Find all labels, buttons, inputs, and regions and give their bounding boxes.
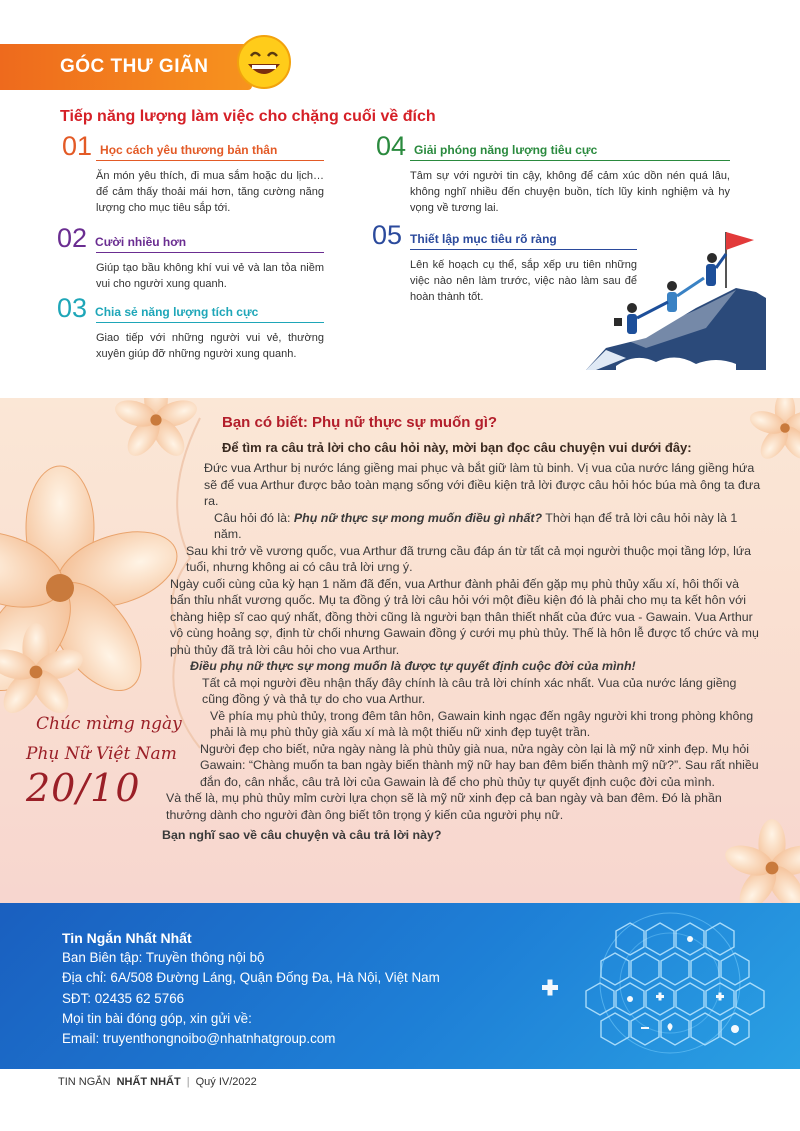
- tip-divider: [96, 252, 324, 253]
- tip-label: Cười nhiều hơn: [95, 235, 187, 249]
- story-text: Thời hạn để trả lời câu hỏi này là 1 năm.: [214, 510, 738, 541]
- teamwork-illustration: [586, 228, 766, 370]
- phone-info: SĐT: 02435 62 5766: [62, 990, 185, 1006]
- tip-divider: [96, 322, 324, 323]
- page-footer: [58, 1076, 257, 1088]
- section-subtitle: Tiếp năng lượng làm việc cho chặng cuối về đích: [60, 108, 436, 125]
- tip-item: [62, 132, 324, 216]
- tip-text: Lên kế hoạch cụ thể, sắp xếp ưu tiên những việc nào nên làm trước, việc nào làm sau để hoàn thành tốt.: [410, 259, 637, 303]
- tip-item: [57, 294, 324, 362]
- story-paragraph: Về phía mụ phù thủy, trong đêm tân hôn, Gawain kinh ngạc đến ngây người khi trong phòng không phải là mụ phù thủy già xấu xí mà là một thiếu nữ xinh đẹp tuyệt trần.: [210, 708, 754, 739]
- story-paragraph: Ngày cuối cùng của kỳ hạn 1 năm đã đến, vua Arthur đành phải đến gặp mụ phù thủy xấu xí, hôi thối và bẩn thỉu nhất vương quốc. Mụ ta đồng ý trả lời câu hỏi với một điều kiện đó là phải cho mụ ta kết hôn với chàng hiệp sĩ cao quý nhất, đồng thời cũng là người bạn thân thiết nhất của đức vua - Gawain. Vua Arthur vô cùng hoảng sợ, định từ chối nhưng Gawain đồng ý cưới mụ phù thủy. Thế là hôn lễ được tổ chức và mụ phù thủy đã trả lời câu hỏi cho vua Arthur.: [170, 576, 759, 657]
- tip-number: 05: [372, 220, 403, 250]
- healthcare-tech-illustration: [520, 903, 800, 1069]
- story-question: Phụ nữ thực sự mong muốn điều gì nhất?: [293, 510, 543, 525]
- story-body: [152, 460, 762, 844]
- publication-info: [62, 928, 440, 1049]
- smiley-icon: [236, 34, 292, 90]
- publication-title: Tin Ngắn Nhất Nhất: [62, 930, 192, 946]
- tip-label: Giải phóng năng lượng tiêu cực: [414, 143, 598, 157]
- tip-number: 01: [62, 131, 93, 161]
- story-closing: Bạn nghĩ sao về câu chuyện và câu trả lời này?: [162, 828, 442, 842]
- greeting-line: Chúc mừng ngày: [36, 714, 182, 734]
- story-paragraph: Đức vua Arthur bị nước láng giềng mai phục và bắt giữ làm tù binh. Vị vua của nước láng giềng hứa sẽ để vua Arthur được bảo toàn mạng sống với điều kiện trả lời được câu hỏi hóc búa mà ông ta đưa ra.: [204, 461, 761, 508]
- greeting-date: 20/10: [26, 766, 141, 810]
- tip-item: [376, 132, 730, 216]
- editor-info: Ban Biên tập: Truyền thông nội bộ: [62, 950, 265, 966]
- footer-brand-prefix: TIN NGẮN: [58, 1076, 111, 1088]
- tip-number: 02: [57, 223, 88, 253]
- tip-divider: [96, 160, 324, 161]
- tip-text: Giúp tạo bầu không khí vui vẻ và lan tỏa niềm vui cho người xung quanh.: [96, 262, 324, 290]
- story-paragraph: [152, 510, 762, 543]
- story-title: Bạn có biết: Phụ nữ thực sự muốn gì?: [222, 414, 498, 431]
- greeting-line: Phụ Nữ Việt Nam: [26, 744, 177, 764]
- tip-item: [57, 224, 324, 292]
- greeting-womens-day: [26, 714, 206, 810]
- tip-text: Tâm sự với người tin cậy, không để cảm xúc dồn nén quá lâu, không nghĩ nhiều đến chuyện buồn, tích lũy kinh nghiệm và hy vọng về tương lai.: [410, 170, 730, 214]
- contribute-info: Mọi tin bài đóng góp, xin gửi về:: [62, 1010, 252, 1026]
- tip-text: Giao tiếp với những người vui vẻ, thường xuyên giúp đỡ những người xung quanh.: [96, 332, 324, 360]
- tip-number: 03: [57, 293, 88, 323]
- email-info: Email: truyenthongnoibo@nhatnhatgroup.com: [62, 1031, 336, 1047]
- story-paragraph: Tất cả mọi người đều nhận thấy đây chính là câu trả lời chính xác nhất. Vua của nước láng giềng cũng đồng ý và thả tự do cho vua Arthur.: [202, 675, 737, 706]
- story-paragraph: Sau khi trở về vương quốc, vua Arthur đã trưng cầu đáp án từ tất cả mọi người thuộc mọi tầng lớp, lứa tuổi, nhưng không ai có câu trả lời ưng ý.: [186, 543, 752, 574]
- tip-label: Thiết lập mục tiêu rõ ràng: [410, 232, 557, 246]
- tip-number: 04: [376, 131, 407, 161]
- tip-label: Chia sẻ năng lượng tích cực: [95, 305, 259, 319]
- story-lead: Để tìm ra câu trả lời cho câu hỏi này, mời bạn đọc câu chuyện vui dưới đây:: [222, 440, 692, 455]
- footer-brand-name: NHẤT NHẤT: [116, 1076, 181, 1088]
- tip-text: Ăn món yêu thích, đi mua sắm hoặc du lịch… để cảm thấy thoải mái hơn, tăng cường năng lượng cho mục tiêu sắp tới.: [96, 170, 324, 214]
- story-text: Câu hỏi đó là:: [214, 510, 294, 525]
- footer-separator: |: [186, 1076, 190, 1088]
- address-info: Địa chỉ: 6A/508 Đường Láng, Quận Đống Đa, Hà Nội, Việt Nam: [62, 970, 440, 986]
- tip-label: Học cách yêu thương bản thân: [100, 143, 278, 157]
- story-answer: Điều phụ nữ thực sự mong muốn là được tự quyết định cuộc đời của mình!: [190, 659, 636, 673]
- tip-divider: [410, 160, 730, 161]
- story-paragraph: Người đẹp cho biết, nửa ngày nàng là phù thủy già nua, nửa ngày còn lại là mỹ nữ xinh đẹp. Mụ hỏi Gawain: “Chàng muốn ta ban ngày biến thành mỹ nữ hay ban đêm biến thành mỹ nữ?”. Sau rất nhiều đắn đo, cân nhắc, câu trả lời của Gawain là để cho phù thủy tự quyết định cuộc đời của mình.: [200, 741, 759, 789]
- section-title: GÓC THƯ GIÃN: [60, 56, 209, 77]
- footer-issue: Quý IV/2022: [195, 1076, 257, 1088]
- story-paragraph: Và thế là, mụ phù thủy mỉm cười lựa chọn sẽ là mỹ nữ xinh đẹp cả ban ngày và ban đêm. Đó là phần thưởng dành cho người đàn ông biết tôn trọng ý kiến của người phụ nữ.: [166, 791, 722, 822]
